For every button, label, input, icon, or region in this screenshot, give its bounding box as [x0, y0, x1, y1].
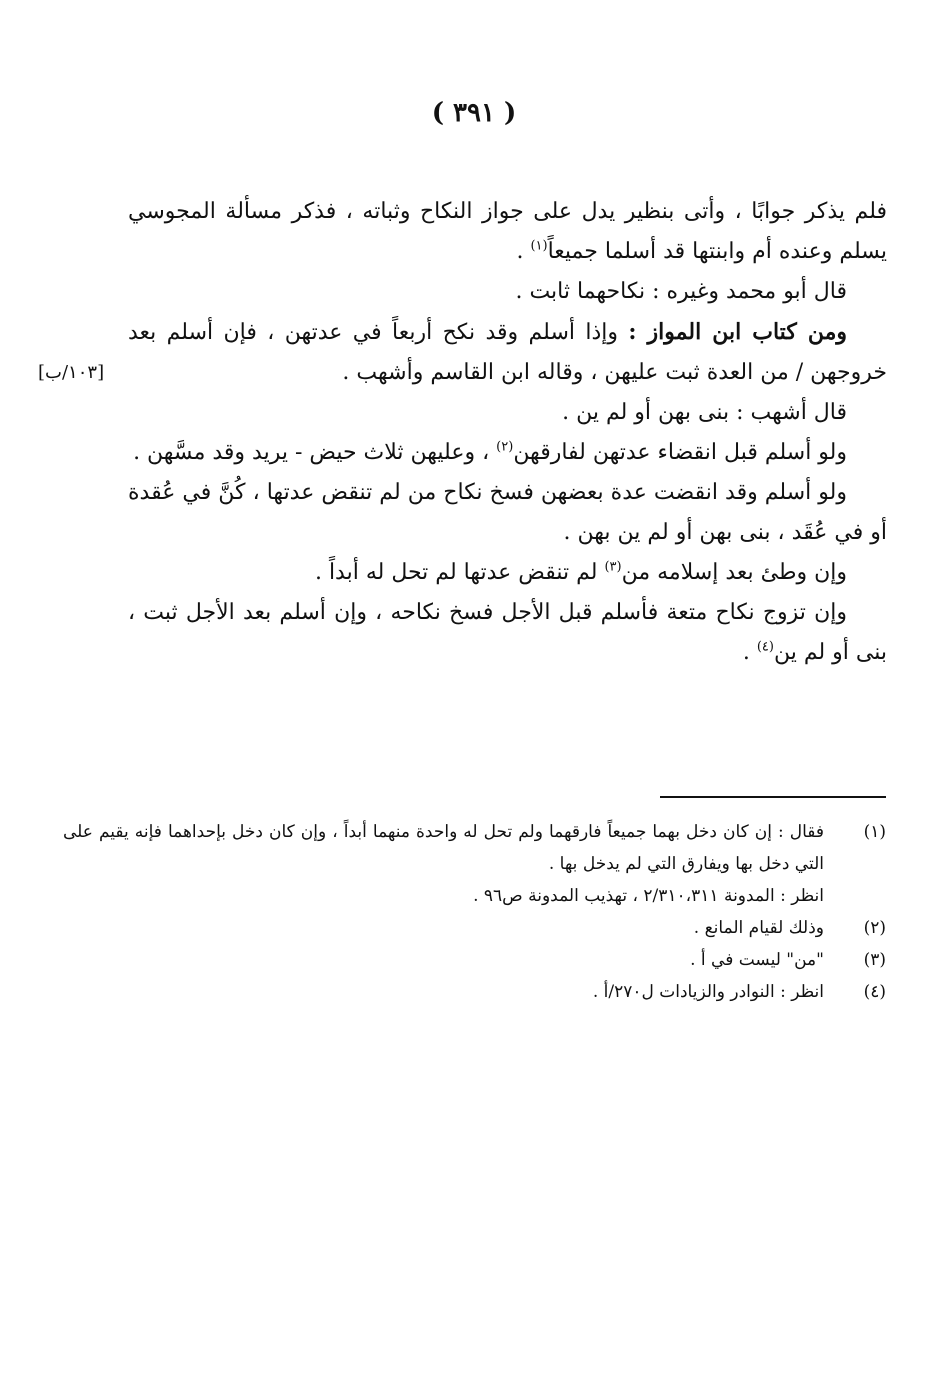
footnote-line: وذلك لقيام المانع .: [693, 918, 824, 938]
footnote-body: [63, 944, 824, 976]
footnote-1: [63, 816, 886, 912]
footnote-ref-3: (٣): [604, 559, 622, 575]
footnote-line: "من" ليست في أ .: [690, 950, 824, 970]
paragraph-8: [128, 593, 887, 673]
paragraph-4: [128, 393, 887, 433]
footnote-3: [63, 944, 886, 976]
page-number: ( ٣٩١ ): [431, 98, 517, 128]
paragraph-8-text-b: .: [742, 640, 757, 665]
footnote-ref-1: (١): [530, 238, 548, 254]
footnote-line: انظر : المدونة ٢/٣١٠،٣١١ ، تهذيب المدونة ص٩٦ .: [473, 886, 824, 906]
paragraph-7-text-b: لم تنقض عدتها لم تحل له أبداً .: [314, 560, 605, 585]
footnote-divider: [660, 796, 886, 798]
footnote-2: [63, 912, 886, 944]
footnote-ref-4: (٤): [756, 639, 774, 655]
footnote-number: (٢): [863, 918, 886, 938]
paragraph-2-text: قال أبو محمد وغيره : نكاحهما ثابت .: [515, 279, 847, 304]
main-text: [128, 192, 887, 673]
paragraph-4-text: قال أشهب : بنى بهن أو لم ين .: [562, 400, 847, 425]
paragraph-8-text-a: وإن تزوج نكاح متعة فأسلم قبل الأجل فسخ نكاحه ، وإن أسلم بعد الأجل ثبت ، بنى أو لم ين: [128, 600, 887, 665]
margin-folio-reference: [١٠٣/ب]: [38, 362, 105, 383]
footnote-number: (١): [863, 822, 886, 842]
footnote-body: [63, 816, 824, 912]
paragraph-1-text: فلم يذكر جوابًا ، وأتى بنظير يدل على جواز النكاح وثباته ، فذكر مسألة المجوسي يسلم وعنده أم وابنتها قد أسلما جميعاً: [128, 199, 887, 264]
paragraph-5-text-a: ولو أسلم قبل انقضاء عدتهن لفارقهن: [513, 440, 847, 465]
paragraph-7: [128, 553, 887, 593]
footnote-ref-2: (٢): [496, 439, 514, 455]
paragraph-3: [128, 312, 887, 393]
footnote-4: [63, 976, 886, 1008]
footnote-number: (٤): [863, 982, 886, 1002]
paragraph-1-end: .: [516, 239, 531, 264]
paragraph-3-text: وإذا أسلم وقد نكح أربعاً في عدتهن ، فإن أسلم بعد خروجهن / من العدة ثبت عليهن ، وقاله ابن القاسم وأشهب .: [128, 320, 887, 385]
paragraph-6: [128, 473, 887, 553]
paragraph-3-heading: ومن كتاب ابن المواز :: [628, 319, 847, 345]
paragraph-5-text-b: ، وعليهن ثلاث حيض - يريد وقد مسَّهن .: [133, 440, 497, 465]
footnote-line: انظر : النوادر والزيادات ل٢٧٠/أ .: [592, 982, 824, 1002]
paragraph-2: [128, 272, 887, 312]
paragraph-7-text-a: وإن وطئ بعد إسلامه من: [621, 560, 847, 585]
footnote-number: (٣): [863, 950, 886, 970]
footnotes: [63, 816, 886, 1008]
paragraph-6-text: ولو أسلم وقد انقضت عدة بعضهن فسخ نكاح من لم تنقض عدتها ، كُنَّ في عُقدة أو في عُقَد ، بنى بهن أو لم ين بهن .: [128, 480, 887, 545]
footnote-body: [63, 912, 824, 944]
paragraph-5: [128, 433, 887, 473]
footnote-body: [63, 976, 824, 1008]
paragraph-1: [128, 192, 887, 272]
footnote-line: فقال : إن كان دخل بهما جميعاً فارقهما ولم تحل له واحدة منهما أبداً ، وإن كان دخل بإحداهما فإنه يقيم على التي دخل بها ويفارق التي لم يدخل بها .: [63, 822, 824, 874]
